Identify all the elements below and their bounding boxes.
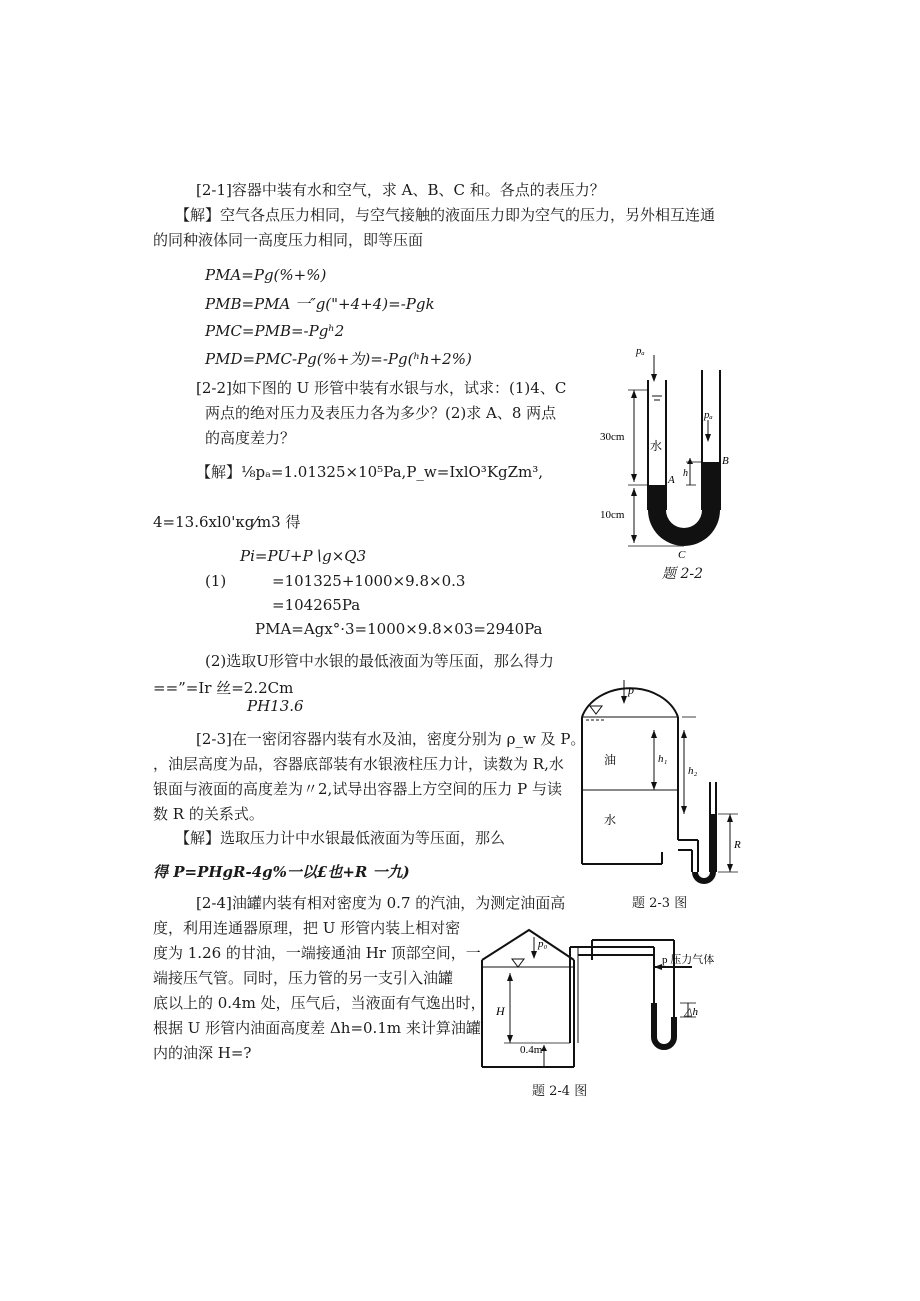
tank-manometer-diagram [570,672,750,892]
h-depth-label: H [496,1004,505,1018]
pressure-p-label: p [628,683,634,697]
point-c-label: C [678,549,686,561]
problem-2-4-line6: 根据 U 形管内油面高度差 Δh=0.1m 来计算油罐 [153,1019,481,1037]
water-label: 水 [650,439,663,453]
h2-label: h₂ [688,765,698,777]
problem-2-1-solution-line2: 的同种液体同一高度压力相同，即等压面 [153,231,424,249]
equation-pi: Pi=PU+P∖g×Q3 [240,547,367,565]
problem-2-2-line1: [2-2]如下图的 U 形管中装有水银与水，试求：(1)4、C [196,379,567,397]
problem-2-2-height-result: ==”=Ir 丝=2.2Cm [153,679,294,697]
problem-2-2-line4: 4=13.6xl0'κg⁄m3 得 [153,513,301,531]
point-b-label: B [722,455,729,467]
water-label-2-3: 水 [604,813,617,827]
problem-2-3-line4: 数 R 的关系式。 [153,805,264,823]
gas-label: p 压力气体 [662,954,715,966]
equation-step-2: =104265Pa [272,596,361,614]
figure-2-2-caption: 题 2-2 [662,566,703,582]
figure-2-3-caption: 题 2-3 图 [632,896,688,911]
pa-label-right: pₐ [704,409,713,421]
equation-pmc: PMC=PMB=-Pgʰ2 [205,322,345,340]
equation-step-1: =101325+1000×9.8×0.3 [272,572,466,590]
problem-2-1-title: [2-1]容器中装有水和空气，求 A、B、C 和。各点的表压力？ [196,181,605,199]
h1-label: h₁ [658,753,668,765]
problem-2-2-denominator: PH13.6 [247,697,304,715]
problem-2-4-line4: 端接压气管。同时，压力管的另一支引入油罐 [153,969,454,987]
problem-2-2-line2: 两点的绝对压力及表压力各为多少？(2)求 A、8 两点 [205,404,557,422]
figure-2-2 [600,340,740,580]
u-tube-diagram [600,340,740,580]
figure-2-4-caption: 题 2-4 图 [532,1084,588,1099]
pa-label-left: pₐ [636,345,645,357]
problem-2-3-result: 得 P=PHgR-4g%一以£也+R 一九) [153,863,410,881]
problem-2-4-line7: 内的油深 H=? [153,1044,252,1062]
equation-pmd: PMD=PMC-Pg(%+为)=-Pg(ʰh+2%) [205,350,472,368]
oil-tank-diagram [474,925,744,1075]
problem-2-2-solution: 【解】⅛pₐ=1.01325×10⁵Pa,P_w=IxlO³KgZm³, [196,463,544,481]
problem-2-4-line2: 度，利用连通器原理，把 U 形管内装上相对密 [153,919,461,937]
equation-number-1: (1) [205,572,227,590]
h-label: h [683,468,688,479]
equation-pma-value: PMA=Agx°·3=1000×9.8×03=2940Pa [255,620,543,638]
problem-2-3-line3: 银面与液面的高度差为〃2,试导出容器上方空间的压力 P 与读 [153,780,562,798]
equation-pma: PMA=Pg(%+%) [205,266,327,284]
figure-2-4 [474,925,744,1075]
dim-30cm-label: 30cm [600,431,625,443]
dim-04m-label: 0.4m [520,1044,543,1056]
figure-2-3 [570,672,750,892]
dim-10cm-label: 10cm [600,509,625,521]
problem-2-2-part2: (2)选取U形管中水银的最低液面为等压面，那么得力 [205,652,554,670]
problem-2-1-solution-line1: 【解】空气各点压力相同，与空气接触的液面压力即为空气的压力，另外相互连通 [175,206,716,224]
problem-2-3-line1: [2-3]在一密闭容器内装有水及油，密度分别为 ρ_w 及 P。 [196,730,586,748]
problem-2-4-line1: [2-4]油罐内装有相对密度为 0.7 的汽油，为测定油面高 [196,894,566,912]
delta-h-label: △h [684,1006,698,1018]
oil-label: 油 [604,753,617,767]
problem-2-4-line5: 底以上的 0.4m 处，压气后，当液面有气逸出时， [153,994,486,1012]
problem-2-3-solution: 【解】选取压力计中水银最低液面为等压面，那么 [175,829,506,847]
problem-2-2-line3: 的高度差力？ [205,429,296,447]
problem-2-4-line3: 度为 1.26 的甘油，一端接通油 Hr 顶部空间，一 [153,944,481,962]
r-label: R [734,839,741,851]
point-a-label: A [668,474,675,486]
p0-label: p₀ [538,938,548,950]
problem-2-3-line2: ，油层高度为品，容器底部装有水银液柱压力计，读数为 R,水 [153,755,564,773]
equation-pmb: PMB=PMA 一″g("+4+4)=-Pgk [205,295,435,313]
